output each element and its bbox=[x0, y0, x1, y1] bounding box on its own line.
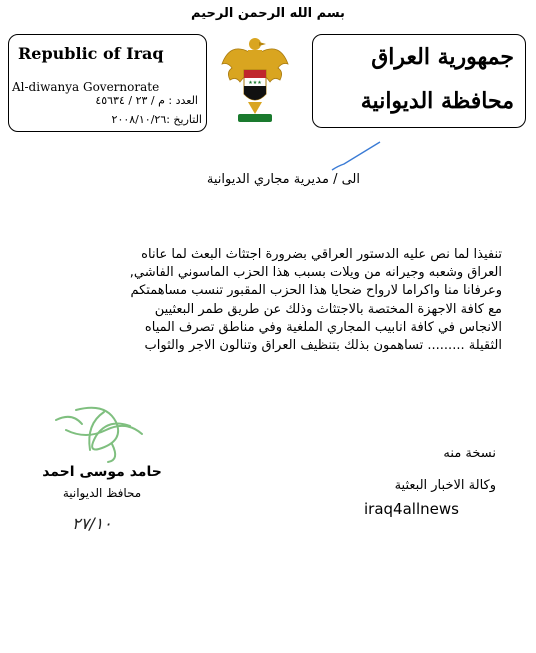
body-line: مع كافة الاجهزة المختصة بالاجتثاث وذلك عن طريق طمر البعثيين bbox=[154, 301, 502, 317]
pen-stroke-mark bbox=[330, 140, 386, 174]
copy-recipient-organization: وكالة الاخبار البعثية bbox=[394, 478, 496, 493]
signatory-name: حامد موسى احمد bbox=[42, 464, 162, 480]
basmala: بسم الله الرحمن الرحيم bbox=[191, 6, 345, 21]
body-line: الانجاس في كافة انابيب المجاري الملغية وفي مناطق تصرف المياه bbox=[144, 319, 502, 335]
country-name-arabic: جمهورية العراق bbox=[371, 44, 514, 70]
body-line: وعرفانا منا واكراما لارواح ضحايا هذا الحزب المقبور تنسب مساهمتكم bbox=[130, 283, 502, 299]
body-line: الثقيلة ......... تساهمون بذلك بتنظيف العراق وتنالون الاجر والثواب bbox=[144, 338, 502, 354]
reference-number: العدد : م / ٢٣ / ٤٥٦٣٤ bbox=[95, 94, 198, 107]
copy-to-label: نسخة منه bbox=[443, 446, 496, 461]
iraq-eagle-emblem-icon bbox=[218, 32, 292, 130]
letter-body bbox=[60, 246, 502, 355]
document-date: التاريخ :٢٠٠٨/١٠/٢٦ bbox=[111, 113, 202, 126]
body-line: تنفيذا لما نص عليه الدستور العراقي بضرورة اجتثاث البعث لما عاناه bbox=[141, 247, 502, 262]
body-line: العراق وشعبه وجيرانه من ويلات بسبب هذا الحزب الماسوني الفاشي, bbox=[129, 265, 502, 281]
signatory-title: محافظ الديوانية bbox=[62, 486, 142, 500]
recipient-line: الى / مديرية مجاري الديوانية bbox=[206, 172, 360, 187]
country-name-english: Republic of Iraq bbox=[18, 44, 164, 63]
svg-text:★★★: ★★★ bbox=[248, 80, 262, 86]
handwritten-date: ٢٧/١٠ bbox=[72, 514, 112, 533]
source-site-name: iraq4allnews bbox=[364, 500, 459, 518]
governorate-name-arabic: محافظة الديوانية bbox=[360, 88, 514, 114]
governorate-name-english: Al-diwanya Governorate bbox=[12, 80, 160, 94]
